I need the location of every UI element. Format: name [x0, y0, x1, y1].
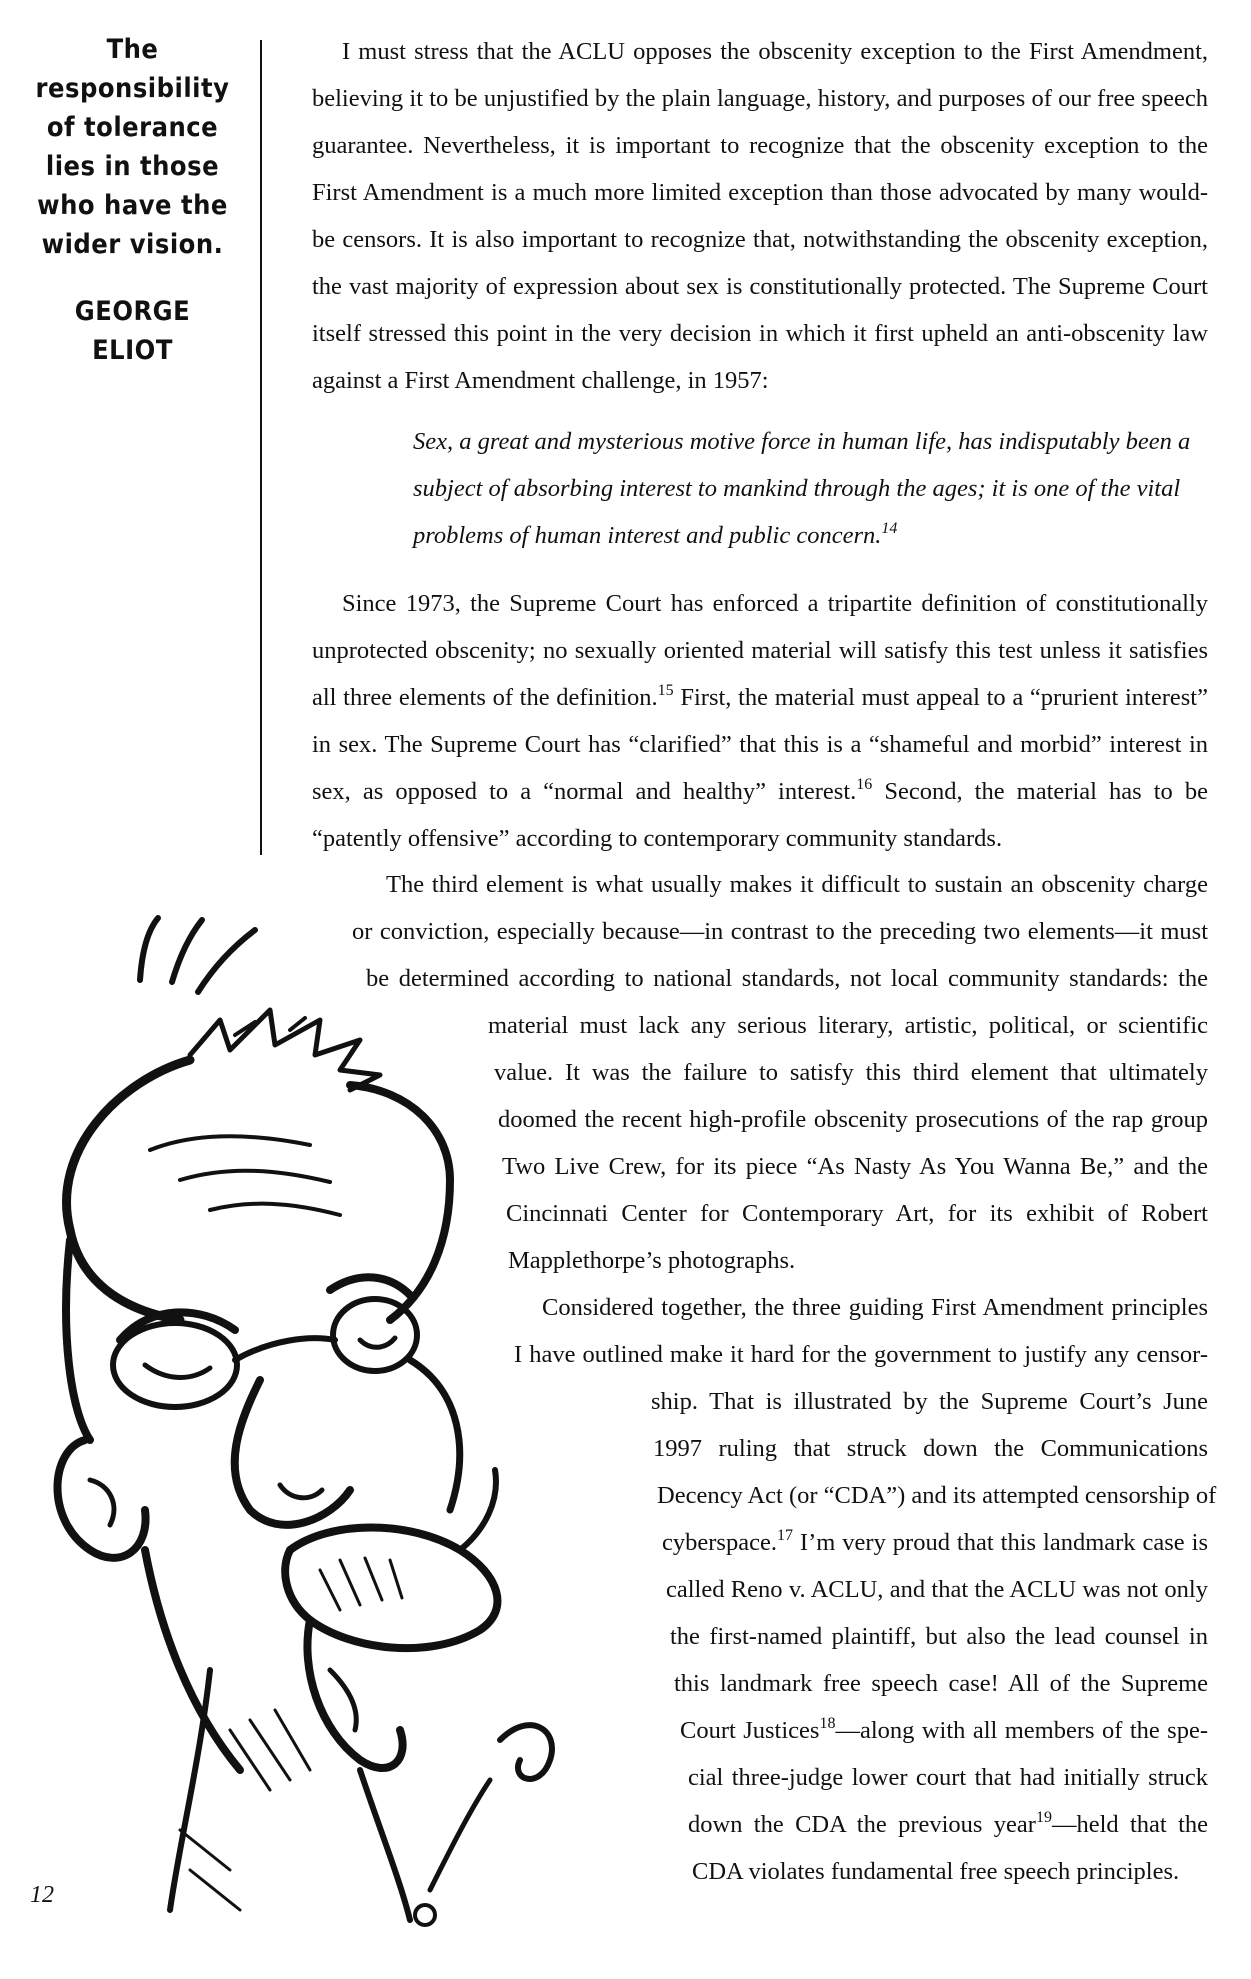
- text-line: the first-named plaintiff, but also the lead counsel in: [670, 1623, 1208, 1650]
- body-paragraph-1: [312, 28, 1208, 404]
- paragraph-text-part: Second, the material has to be “patently offensive” according to contemporary community standards.: [312, 778, 1209, 852]
- text-part: cyberspace.: [662, 1529, 777, 1556]
- epigraph-line: The: [106, 34, 159, 65]
- text-line: Mapplethorpe’s photographs.: [508, 1247, 796, 1274]
- footnote-ref: 15: [657, 682, 674, 699]
- text-line: [680, 1707, 1208, 1754]
- text-line: Considered together, the three guiding First Amendment principles: [542, 1294, 1208, 1321]
- paragraph-text-part: Since 1973, the Supreme Court has enforced a tripartite definition of constitutionally unprotected obscenity; no sexually oriented material will satisfy this test unless it satisfies all three elements of the definition.: [312, 590, 1208, 711]
- author-line: ELIOT: [92, 335, 173, 366]
- text-line: material must lack any serious literary, artistic, political, or scientific: [488, 1012, 1208, 1039]
- paragraph-text: [312, 580, 1208, 862]
- epigraph-line: responsibility: [35, 73, 230, 104]
- footnote-ref: 16: [856, 776, 873, 793]
- text-line: doomed the recent high-profile obscenity prosecutions of the rap group: [498, 1106, 1208, 1133]
- text-line: [688, 1801, 1208, 1848]
- text-line: CDA violates fundamental free speech principles.: [692, 1858, 1180, 1885]
- epigraph-line: wider vision.: [41, 229, 224, 260]
- text-line: or conviction, especially because—in contrast to the preceding two elements—it must: [352, 918, 1208, 945]
- epigraph-line: of tolerance: [46, 112, 219, 143]
- sidebar-divider: [260, 40, 262, 855]
- epigraph-line: lies in those: [45, 151, 220, 182]
- paragraph-text: I must stress that the ACLU opposes the obscenity exception to the First Amendment, believing it to be unjustified by the plain language, history, and purposes of our free speech guarantee. Nevertheless, it is important to recognize that the obscenity exception to the First Amendment is a much more limited exception than those advocated by many would-be censors. It is also important to recognize that, notwithstanding the obscenity exception, the vast majority of expression about sex is constitutionally protected. The Supreme Court itself stressed this point in the very decision in which it first upheld an anti-obscenity law against a First Amendment challenge, in 1957:: [312, 38, 1208, 394]
- text-line: Two Live Crew, for its piece “As Nasty As You Wanna Be,” and the: [502, 1153, 1208, 1180]
- footnote-ref: 17: [776, 1527, 793, 1544]
- page-number: 12: [30, 1882, 54, 1908]
- text-line: I have outlined make it hard for the government to justify any censor-: [514, 1341, 1208, 1368]
- footnote-ref: 14: [881, 520, 898, 537]
- text-line: 1997 ruling that struck down the Communications: [653, 1435, 1208, 1462]
- text-line: cial three-judge lower court that had initially struck: [688, 1764, 1208, 1791]
- epigraph-line: who have the: [37, 190, 228, 221]
- paragraph-text-part: First, the material must appeal to a “prurient interest” in sex. The Supreme Court has “clarified” that this is a “shameful and morbid” interest in sex, as opposed to a “normal and healthy” interest.: [312, 684, 1208, 805]
- text-line: value. It was the failure to satisfy this third element that ultimately: [494, 1059, 1208, 1086]
- text-part: I’m very proud that this landmark case is: [792, 1529, 1208, 1556]
- caricature-illustration: [30, 910, 670, 1960]
- author-line: GEORGE: [74, 296, 191, 327]
- text-line: The third element is what usually makes it difficult to sustain an obscenity charge: [386, 871, 1208, 898]
- text-line: [662, 1519, 1208, 1566]
- text-line: be determined according to national standards, not local community standards: the: [366, 965, 1208, 992]
- text-part: down the CDA the previous year: [688, 1811, 1036, 1838]
- sidebar-epigraph: [30, 30, 235, 370]
- footnote-ref: 18: [819, 1715, 836, 1732]
- text-line: Decency Act (or “CDA”) and its attempted censorship of: [657, 1482, 1217, 1509]
- block-quote: [413, 418, 1203, 559]
- text-part: —held that the: [1051, 1811, 1208, 1838]
- epigraph-author: [30, 292, 235, 370]
- text-line: ship. That is illustrated by the Supreme Court’s June: [651, 1388, 1208, 1415]
- body-paragraph-2: [312, 580, 1208, 862]
- footnote-ref: 19: [1035, 1809, 1052, 1826]
- text-line: Cincinnati Center for Contemporary Art, for its exhibit of Robert: [506, 1200, 1208, 1227]
- text-part: —along with all members of the spe-: [835, 1717, 1208, 1744]
- text-part: Court Justices: [680, 1717, 820, 1744]
- text-line: this landmark free speech case! All of the Supreme: [674, 1670, 1208, 1697]
- quote-text: Sex, a great and mysterious motive force in human life, has indisputably been a subject of absorbing interest to mankind through the ages; it is one of the vital problems of human interest and public concern.: [413, 428, 1191, 549]
- text-line: called Reno v. ACLU, and that the ACLU was not only: [666, 1576, 1208, 1603]
